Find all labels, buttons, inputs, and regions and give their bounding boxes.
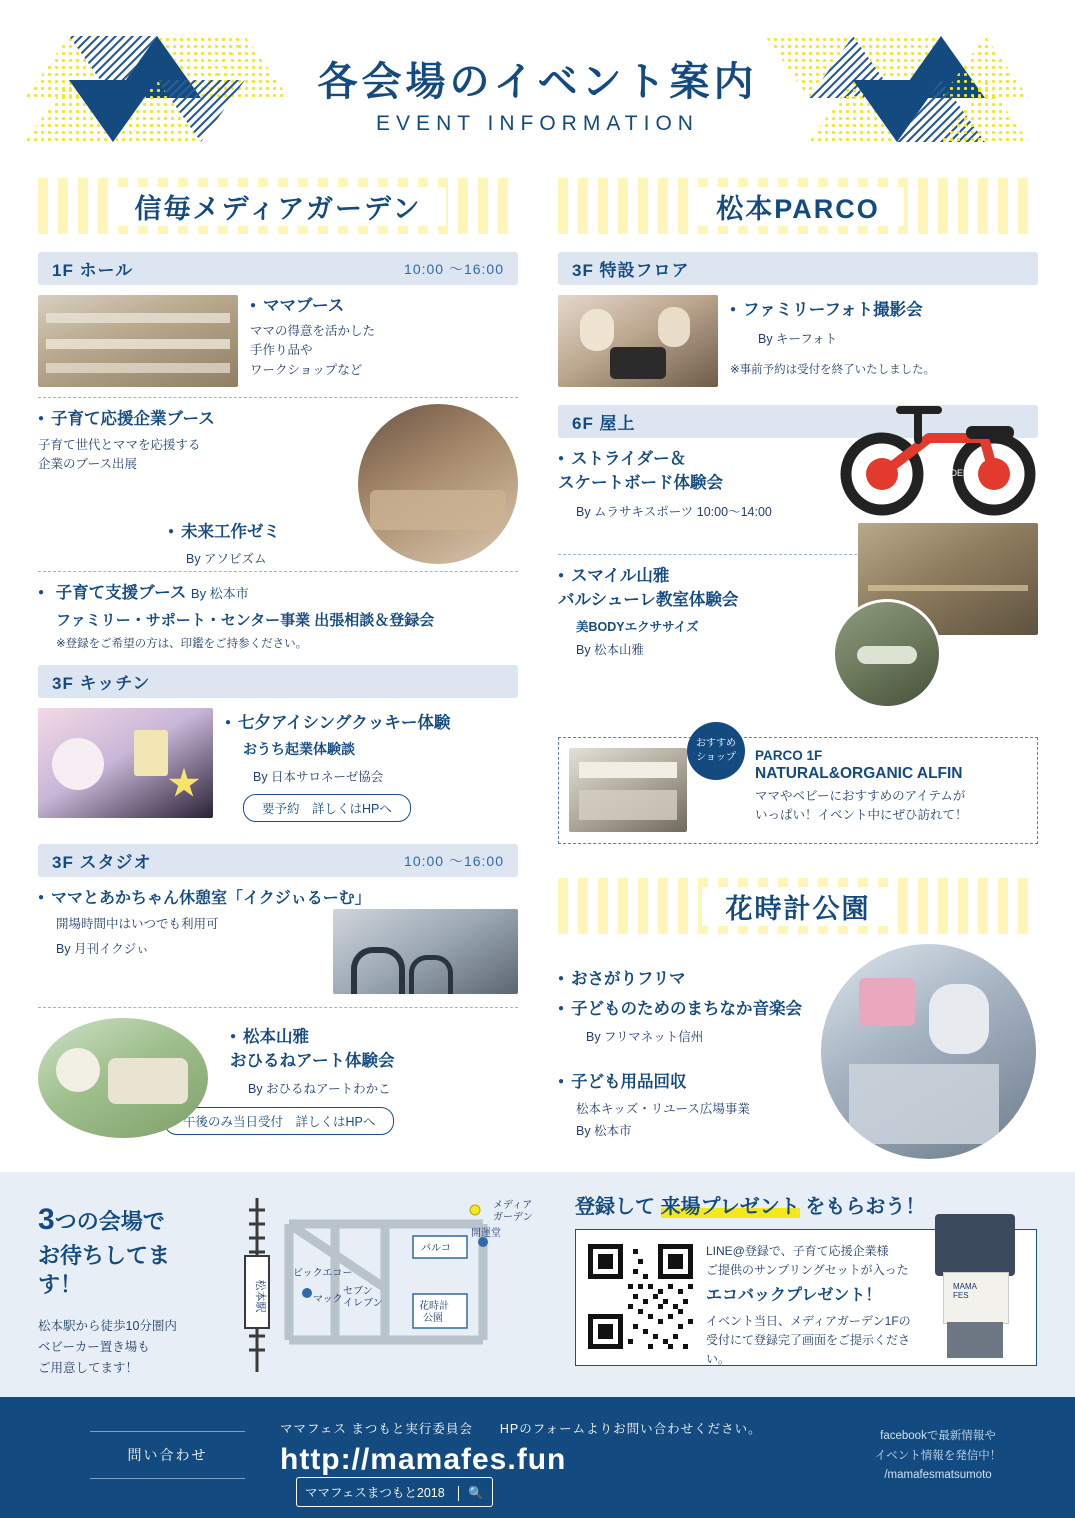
promo-line-4: 受付にて登録完了画面をご提示ください。	[706, 1333, 911, 1367]
event-title: 子育て支援ブース	[55, 583, 187, 602]
photo-studio	[333, 909, 518, 994]
svg-text:イレブン: イレブン	[343, 1298, 383, 1309]
venue-name-shinmai: 信毎メディアガーデン	[110, 187, 445, 226]
svg-text:マック: マック	[313, 1294, 343, 1305]
photo-shop	[569, 748, 687, 832]
event-desc: ママの得意を活かした 手作り品や ワークショップなど	[250, 323, 376, 377]
search-icon[interactable]: 🔍	[458, 1486, 484, 1501]
event-kosodate-support-booth	[38, 582, 518, 651]
venue-name-parco: 松本PARCO	[692, 187, 904, 226]
event-title: ● ストライダー＆ スケートボード体験会	[558, 448, 1038, 496]
event-by: By 松本山雅	[576, 643, 645, 658]
svg-text:パルコ: パルコ	[421, 1243, 451, 1254]
event-title: ● 七夕アイシングクッキー体験	[225, 712, 450, 736]
hanadokei-events	[558, 952, 1038, 1182]
svg-text:ビックエコー: ビックエコー	[293, 1268, 353, 1279]
event-ohirune-art	[38, 1018, 518, 1138]
event-by: By おひるねアートわかこ	[248, 1081, 391, 1096]
svg-text:メディア: メディア	[493, 1200, 533, 1211]
event-tanabata-cookie	[38, 708, 518, 823]
footer-main	[280, 1419, 780, 1516]
photo-gym-circle	[832, 599, 942, 709]
promo-title-post: をもらおう！	[799, 1196, 926, 1218]
headline-line2: お待ちしてます！	[38, 1242, 171, 1298]
event-by: By 松本市	[576, 1124, 632, 1139]
website-url[interactable]: http://mamafes.fun	[280, 1443, 567, 1476]
badge-line-2: ショップ	[696, 751, 736, 763]
venue-banner-shinmai	[38, 178, 518, 234]
headline-rest: つの会場で	[54, 1209, 165, 1234]
photo-mama-booth	[38, 295, 238, 387]
event-family-photo	[558, 295, 1038, 387]
contact-label: 問い合わせ	[80, 1445, 255, 1465]
event-title: ● 子育て応援企業ブース	[38, 408, 518, 432]
event-title: ● 子どものためのまちなか音楽会	[558, 998, 1038, 1022]
event-note: ※登録をご希望の方は、印鑑をご持参ください。	[56, 637, 308, 650]
floor-name: 6F 屋上	[572, 414, 636, 433]
photo-strider-bike	[834, 388, 1044, 518]
floor-name: 1F ホール	[52, 261, 134, 280]
promo-box	[575, 1229, 1037, 1366]
promo-line-1: LINE@登録で、子育て応援企業様	[706, 1244, 889, 1258]
badge-line-1: おすすめ	[695, 738, 737, 749]
event-by: By フリマネット信州	[586, 1029, 704, 1044]
qr-code[interactable]	[588, 1244, 693, 1349]
info-band	[0, 1172, 1075, 1397]
photo-baby-art	[38, 1018, 208, 1138]
badge-recommended-shop	[687, 722, 745, 780]
event-kosodate-company-booth	[38, 408, 518, 567]
floor-time: 10:00 ～16:00	[404, 260, 504, 277]
bag-print-text: MAMA FES	[953, 1282, 977, 1300]
svg-text:セブン: セブン	[343, 1286, 373, 1297]
promo-eco-bag: エコバックプレゼント！	[706, 1287, 882, 1305]
event-title: ● ママとあかちゃん休憩室「イクジぃるーむ」	[38, 887, 518, 910]
promo-text	[706, 1242, 921, 1370]
floor-header-3f-kitchen	[38, 665, 518, 698]
poster-header	[0, 0, 1075, 172]
floor-time: 10:00 ～16:00	[404, 852, 504, 869]
event-balschule	[558, 565, 1038, 693]
divider	[38, 571, 518, 572]
event-title: ● ファミリーフォト撮影会	[730, 299, 935, 323]
divider	[38, 1007, 518, 1008]
event-desc: 子育て世代とママを応援する 企業のブース出展	[38, 437, 201, 472]
page-subtitle: EVENT INFORMATION	[376, 112, 699, 135]
venue-banner-hanadokei	[558, 878, 1038, 934]
svg-text:ガーデン: ガーデン	[493, 1212, 533, 1223]
shop-name: NATURAL&ORGANIC ALFIN	[755, 765, 963, 782]
divider	[38, 397, 518, 398]
venue-count: 3	[38, 1203, 55, 1236]
event-title: ● 松本山雅 おひるねアート体験会	[230, 1026, 518, 1074]
area-map	[215, 1190, 545, 1380]
event-title: ● 未来工作ゼミ	[168, 521, 518, 545]
event-note: ※事前予約は受付を終了いたしました。	[730, 363, 936, 376]
shop-desc: ママやベビーにおすすめのアイテムが いっぱい！イベント中にぜひ訪れて！	[755, 789, 968, 823]
event-desc: 開場時間中はいつでも利用可	[56, 917, 219, 932]
event-by: By アソビズム	[186, 551, 267, 566]
svg-text:公園: 公園	[423, 1313, 443, 1324]
event-title: ● スマイル山雅 バルシューレ教室体験会	[558, 565, 1038, 613]
registration-promo	[575, 1190, 1037, 1378]
event-by: By 松本市	[190, 585, 249, 601]
venue-shinmai-media-garden	[38, 178, 518, 1138]
photo-workshop	[358, 404, 518, 564]
floor-header-3f-special	[558, 252, 1038, 285]
svg-text:松本駅: 松本駅	[254, 1279, 266, 1313]
floor-name: 3F キッチン	[52, 673, 151, 693]
three-venues-info	[38, 1200, 208, 1380]
event-desc: 松本キッズ・リユース広場事業	[576, 1101, 750, 1116]
event-by: By 日本サロネーゼ協会	[253, 770, 384, 785]
event-ikujii-room	[38, 887, 518, 997]
recommended-shop-box	[558, 737, 1038, 844]
floor-name: 3F スタジオ	[52, 853, 152, 873]
photo-cookie	[38, 708, 213, 818]
photo-flea-market	[821, 944, 1036, 1159]
reservation-pill[interactable]: 要予約 詳しくはHPへ	[243, 794, 411, 822]
event-mama-booth	[38, 295, 518, 387]
svg-text:花時計: 花時計	[419, 1301, 449, 1312]
event-subtitle: ファミリー・サポート・センター事業 出張相談＆登録会	[56, 611, 435, 629]
event-desc: 美BODYエクササイズ	[576, 619, 699, 634]
event-title: ● おさがりフリマ	[558, 968, 1038, 992]
event-title: ● ママブース	[250, 295, 375, 319]
page-footer	[0, 1397, 1075, 1518]
reservation-pill[interactable]: 午後のみ当日受付 詳しくはHPへ	[164, 1107, 394, 1135]
event-by: By ムラサキスポーツ 10:00〜14:00	[576, 504, 772, 519]
venue-matsumoto-parco	[558, 178, 1038, 1182]
floor-header-1f-hall	[38, 252, 518, 285]
photo-family	[558, 295, 718, 387]
promo-title-pre: 登録して	[575, 1196, 661, 1218]
floor-name: 3F 特設フロア	[572, 261, 690, 280]
shop-floor: PARCO 1F	[755, 748, 823, 763]
footer-org: ママフェス まつもと実行委員会 HPのフォームよりお問い合わせください。	[280, 1422, 762, 1436]
social-info: facebookで最新情報や イベント情報を発信中！ /mamafesmatsumoto	[874, 1430, 1002, 1482]
page-title: 各会場のイベント案内	[317, 60, 758, 104]
event-by: By 月刊イクジぃ	[56, 941, 149, 956]
event-subtitle: おうち起業体験談	[243, 741, 355, 758]
photo-eco-bag-model	[923, 1202, 1028, 1360]
search-term: ママフェスまつもと2018	[305, 1486, 445, 1500]
event-title: ● 子ども用品回収	[558, 1071, 1038, 1095]
promo-line-3: イベント当日、メディアガーデン1Fの	[706, 1313, 911, 1328]
venue-name-hanadokei: 花時計公園	[702, 887, 895, 926]
venue-banner-parco	[558, 178, 1038, 234]
event-by: By キーフォト	[758, 331, 838, 346]
svg-text:開運堂: 開運堂	[471, 1228, 501, 1239]
floor-header-3f-studio	[38, 844, 518, 877]
search-box[interactable]	[296, 1477, 493, 1507]
svg-text:STRIDER: STRIDER	[930, 468, 970, 478]
promo-title-highlight: 来場プレゼント	[660, 1196, 800, 1218]
venues-note: 松本駅から徒歩10分圏内 ベビーカー置き場も ご用意してます！	[38, 1318, 177, 1376]
promo-line-2: ご提供のサンプリングセットが入った	[706, 1263, 909, 1278]
